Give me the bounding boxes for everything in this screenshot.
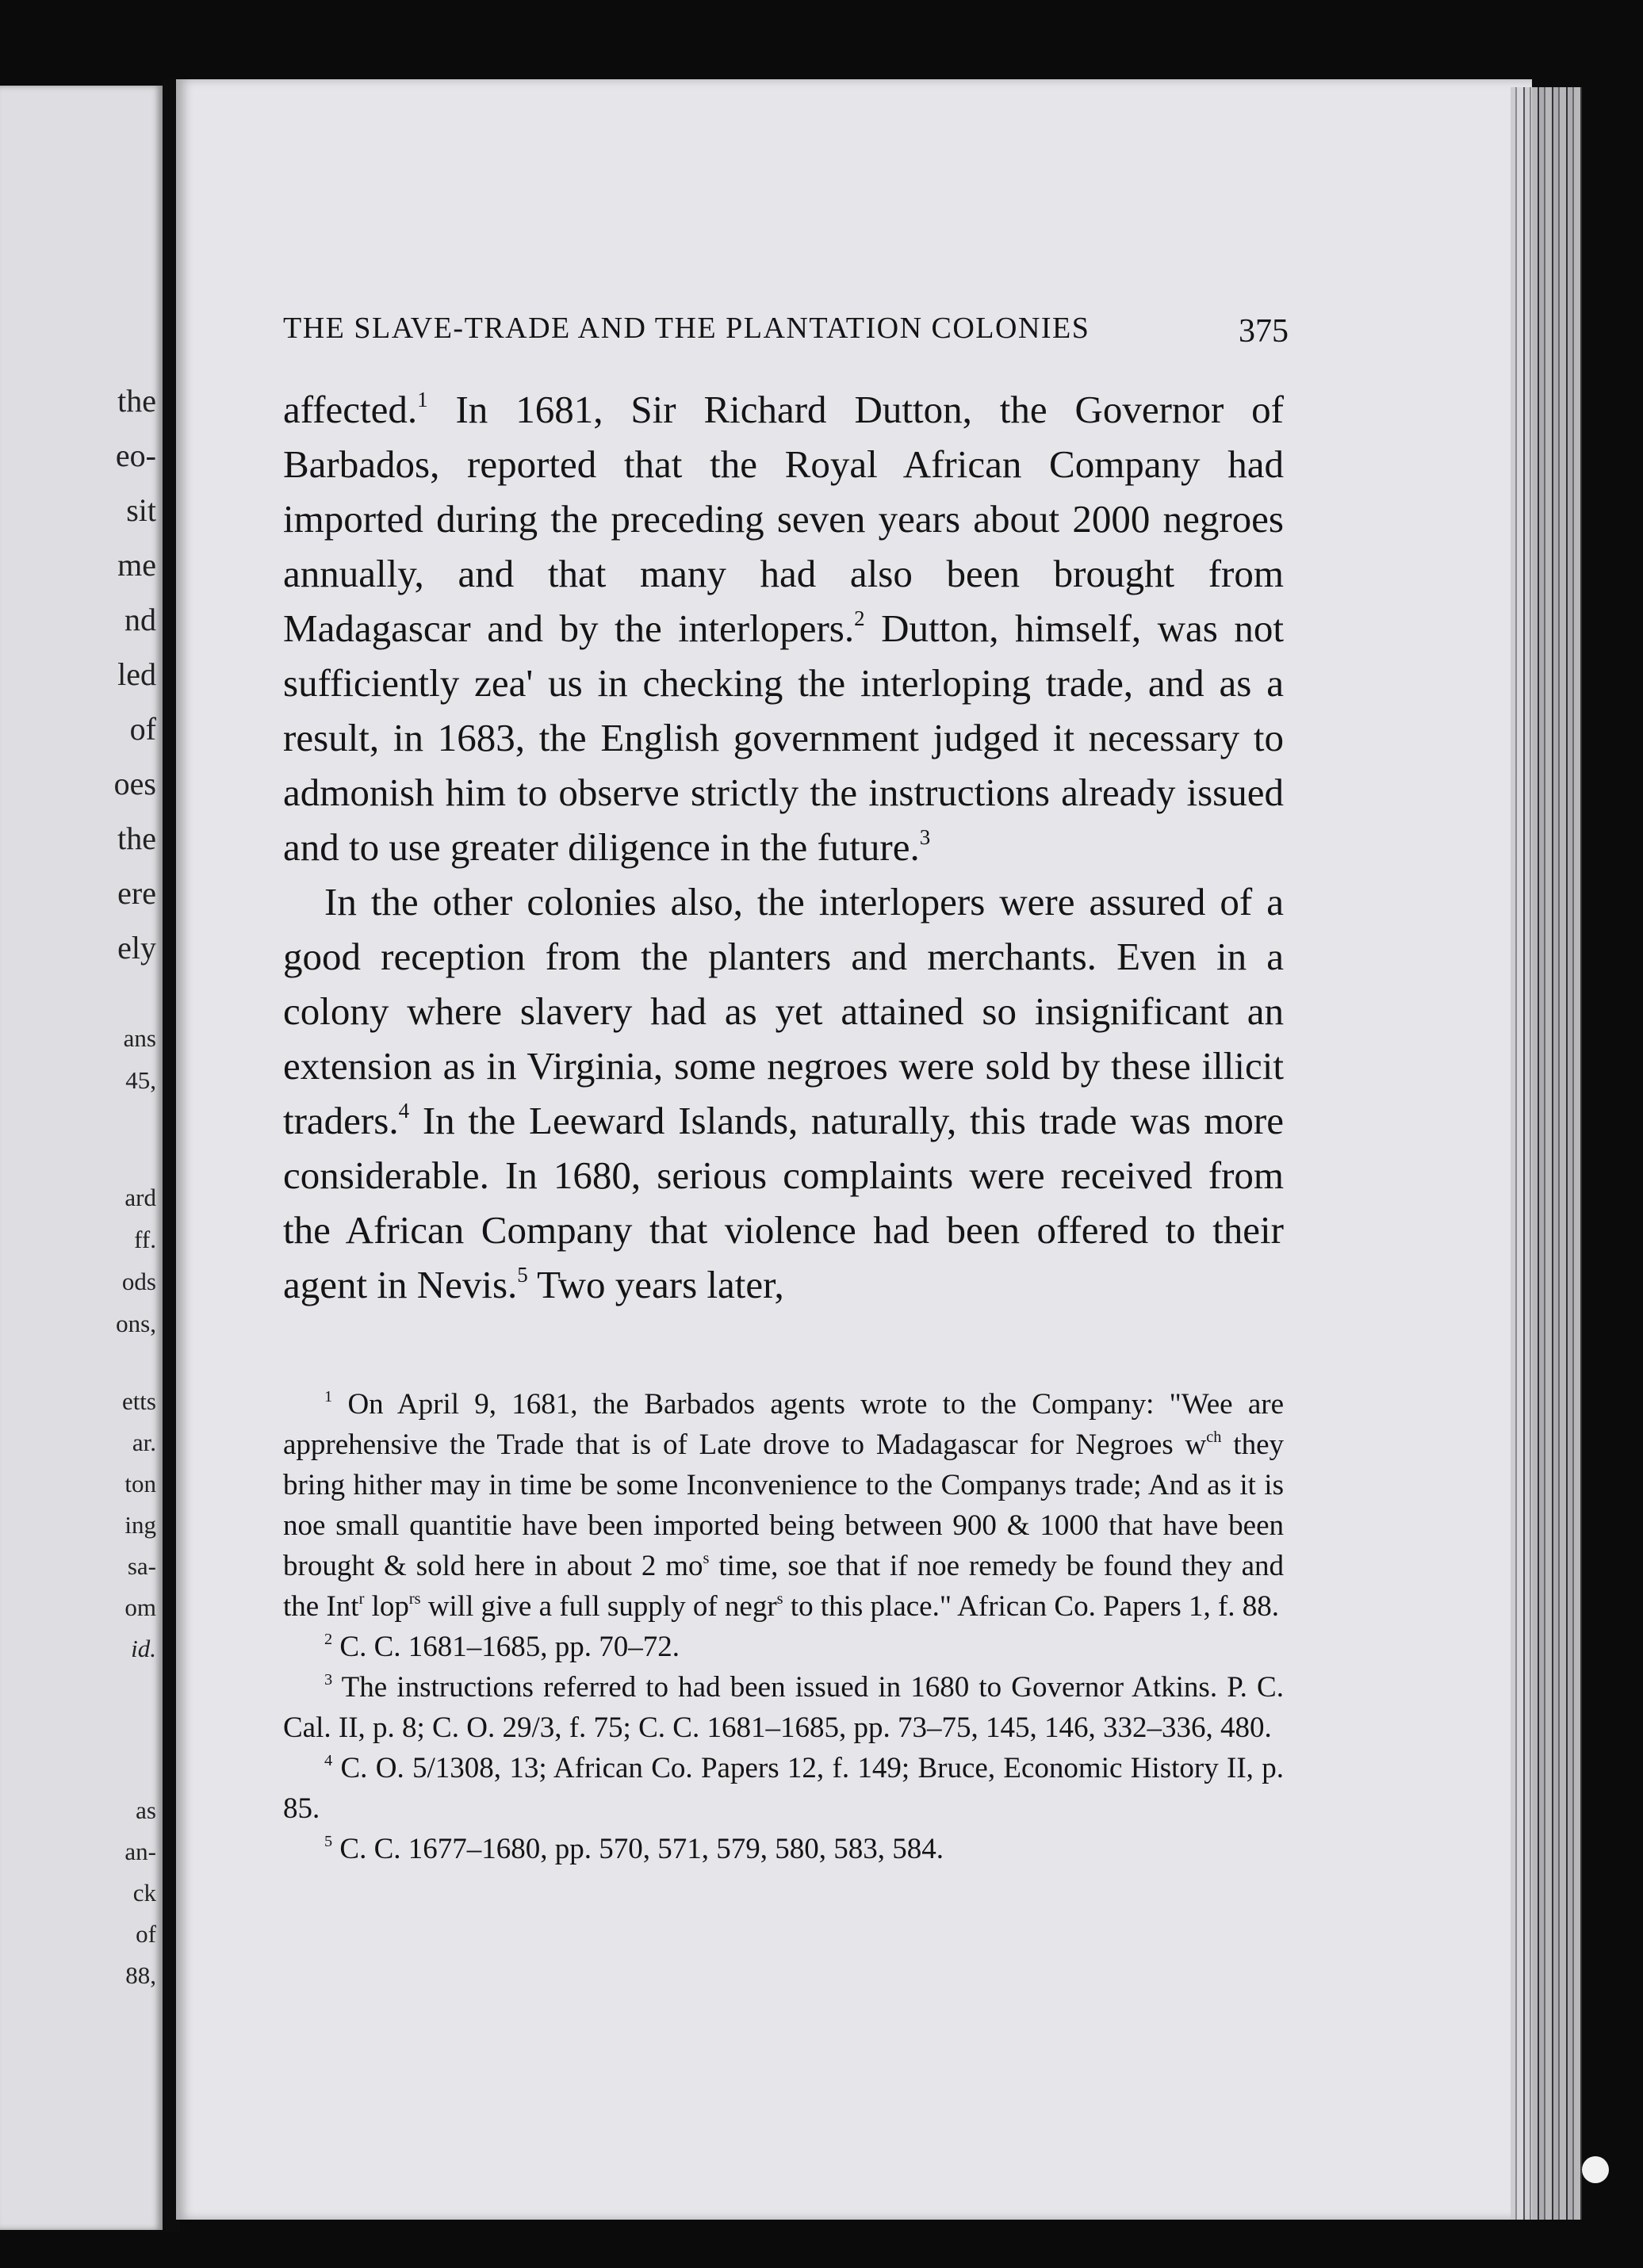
footnote-number: 2: [324, 1630, 333, 1648]
footnote-ref: 2: [854, 606, 865, 630]
facing-text-fragment: of: [136, 1920, 156, 1948]
page-number: 375: [1239, 313, 1289, 350]
text-run: C. C. 1677–1680, pp. 570, 571, 579, 580, 583, 584.: [332, 1833, 944, 1865]
body-text: [283, 382, 1284, 1312]
facing-text-fragment: ods: [121, 1268, 156, 1295]
running-head: [283, 311, 1289, 350]
footnote-number: 3: [324, 1670, 333, 1689]
superscript: rs: [408, 1589, 421, 1608]
text-run: they bring hither may in time be some Inconvenience to the Companys trade; And as it is noe small quantitie have been imported being between 900 & 1000 that have been brought & sold here in about 2 mo: [283, 1428, 1285, 1582]
text-run: C. O. 5/1308, 13; African Co. Papers 12, f. 149; Bruce, Economic History II, p. 85.: [283, 1752, 1284, 1825]
footnote-ref: 4: [398, 1098, 410, 1123]
scan-blemish: [1582, 2156, 1609, 2183]
facing-text-fragment: etts: [121, 1387, 156, 1415]
text-run: Dutton, himself, was not sufficiently zea' us in checking the interloping trade, and as a result, in 1683, the English government judged it necessary to admonish him to observe strictly the instructions already issued and to use greater diligence in the future.: [283, 606, 1284, 869]
facing-text-fragment: om: [124, 1593, 156, 1621]
text-run: time, soe that if noe remedy be found they and the Int: [283, 1550, 1284, 1623]
facing-text-fragment: ans: [123, 1024, 156, 1052]
footnotes: [283, 1384, 1284, 1869]
footnote-number: 4: [324, 1751, 333, 1769]
facing-text-fragment: ard: [124, 1184, 156, 1211]
paragraph-1: [283, 382, 1284, 874]
superscript: r: [358, 1589, 365, 1608]
footnote-5: [283, 1829, 1284, 1869]
text-run: The instructions referred to had been issued in 1680 to Governor Atkins. P. C. Cal. II, p. 8; C. O. 29/3, f. 75; C. C. 1681–1685, pp. 73–75, 145, 146, 332–336, 480.: [283, 1671, 1284, 1744]
facing-text-fragment: ons,: [116, 1310, 156, 1337]
footnote-1: [283, 1384, 1284, 1627]
footnote-ref: 1: [417, 387, 428, 411]
text-run: lop: [364, 1590, 409, 1623]
facing-text-fragment: ere: [117, 875, 156, 911]
facing-text-fragment: sa-: [127, 1552, 156, 1580]
facing-text-fragment: ely: [117, 930, 156, 966]
facing-text-fragment: ing: [124, 1511, 156, 1539]
facing-text-fragment: oes: [113, 766, 156, 801]
text-run: In the Leeward Islands, naturally, this trade was more considerable. In 1680, serious complaints were received from the African Company that violence had been offered to their agent in Nevis.: [283, 1099, 1284, 1306]
footnote-number: 1: [324, 1387, 333, 1406]
facing-text-fragment: ton: [124, 1470, 156, 1497]
page-edges: [1511, 87, 1582, 2220]
text-run: On April 9, 1681, the Barbados agents wrote to the Company: "Wee are apprehensive the Trade that is of Late drove to Madagascar for Negroes w: [283, 1388, 1284, 1461]
facing-text-fragment: nd: [124, 602, 156, 637]
facing-text-fragment: 45,: [125, 1066, 156, 1094]
facing-text-fragment: ck: [132, 1879, 156, 1907]
text-run: C. C. 1681–1685, pp. 70–72.: [332, 1631, 680, 1663]
facing-text-fragment: as: [136, 1796, 156, 1824]
superscript: s: [703, 1549, 710, 1567]
facing-text-fragment: ar.: [132, 1428, 156, 1456]
text-run: will give a full supply of negr: [420, 1590, 777, 1623]
footnote-4: [283, 1748, 1284, 1829]
footnote-ref: 3: [919, 824, 931, 849]
facing-text-fragment: ff.: [134, 1226, 156, 1253]
facing-page-fragment: [0, 86, 163, 2230]
facing-text-fragment: an-: [124, 1838, 156, 1865]
facing-text-fragment: me: [117, 547, 156, 583]
facing-text-fragment: the: [117, 383, 156, 419]
paragraph-2: [283, 874, 1284, 1312]
text-run: Two years later,: [527, 1263, 784, 1306]
facing-text-fragment: led: [117, 656, 156, 692]
text-run: affected.: [283, 388, 418, 431]
footnote-number: 5: [324, 1832, 333, 1850]
facing-text-fragment: id.: [131, 1635, 156, 1662]
running-head-title: THE SLAVE-TRADE AND THE PLANTATION COLONIES: [283, 312, 1090, 345]
footnote-ref: 5: [517, 1262, 528, 1287]
facing-text-fragment: eo-: [115, 438, 156, 473]
facing-text-fragment: the: [117, 820, 156, 856]
superscript: s: [776, 1589, 783, 1608]
facing-text-fragment: 88,: [125, 1961, 156, 1989]
footnote-3: [283, 1667, 1284, 1748]
facing-text-fragment: of: [129, 711, 156, 747]
text-run: In the other colonies also, the interlopers were assured of a good reception from the planters and merchants. Even in a colony where slavery had as yet attained so insignificant an extension as in Virginia, some negroes were sold by these illicit traders.: [283, 880, 1284, 1142]
text-run: In 1681, Sir Richard Dutton, the Governor of Barbados, reported that the Royal African Company had imported during the preceding seven years about 2000 negroes annually, and that many had also been brought from Madagascar and by the interlopers.: [283, 388, 1284, 650]
footnote-2: [283, 1627, 1284, 1667]
text-run: to this place." African Co. Papers 1, f. 88.: [783, 1590, 1280, 1623]
facing-text-fragment: sit: [126, 492, 156, 528]
superscript: ch: [1206, 1428, 1222, 1446]
